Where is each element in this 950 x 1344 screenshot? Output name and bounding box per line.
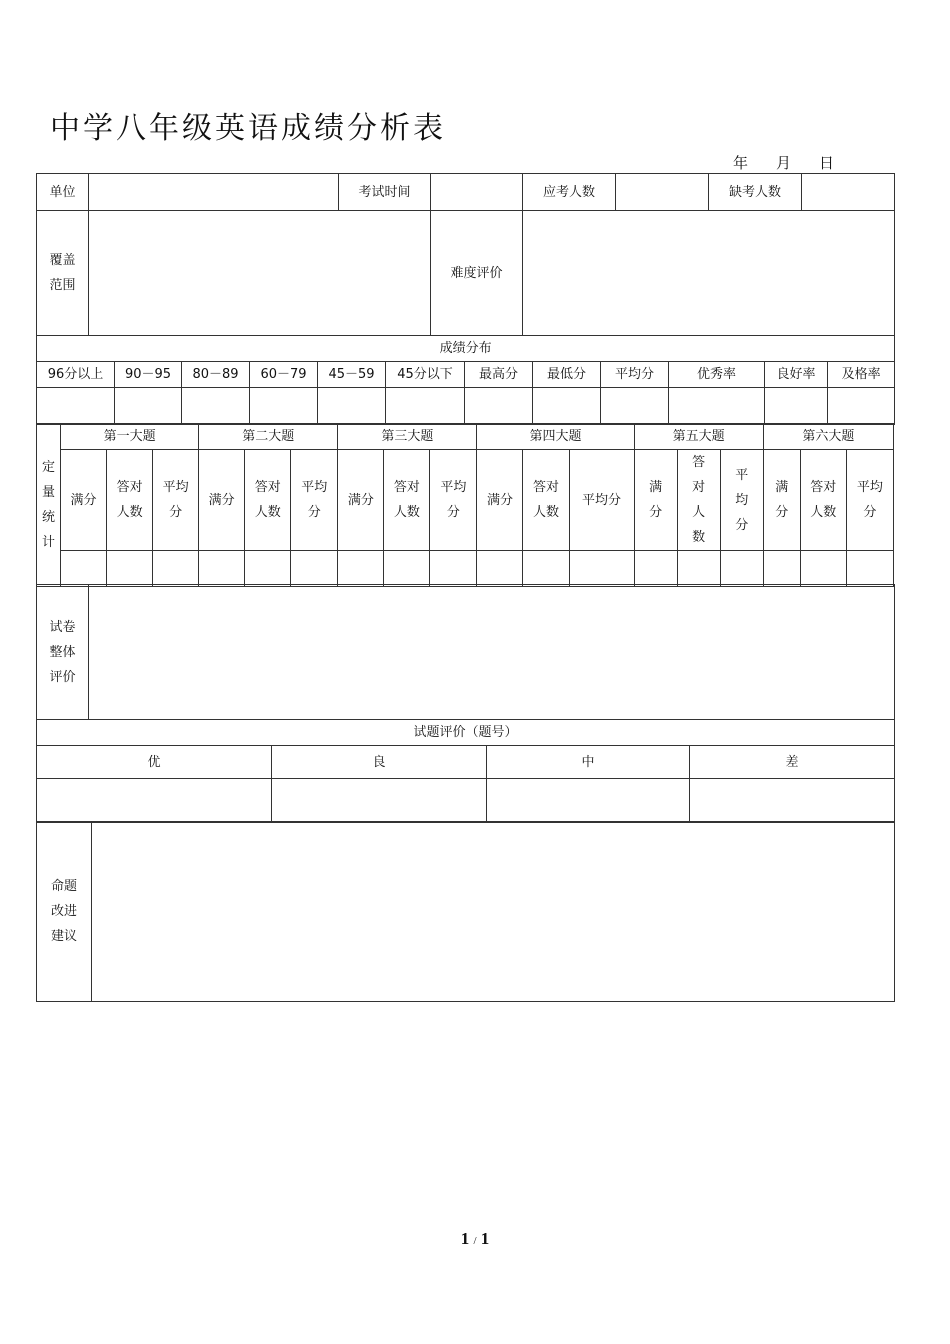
dist-col-excellent-rate: 优秀率 <box>669 362 765 388</box>
s2-average: 平均 分 <box>291 450 338 551</box>
quant-cell[interactable] <box>291 551 338 587</box>
quant-cell[interactable] <box>569 551 634 587</box>
grade-poor-input[interactable] <box>690 779 895 823</box>
coverage-input[interactable] <box>89 211 431 336</box>
quant-cell[interactable] <box>61 551 107 587</box>
s4-average: 平均分 <box>569 450 634 551</box>
section-4-header: 第四大题 <box>477 424 634 450</box>
s2-full-score: 满分 <box>199 450 245 551</box>
dist-cell[interactable] <box>465 388 533 425</box>
overall-input[interactable] <box>89 585 895 720</box>
s5-full-score: 满 分 <box>634 450 677 551</box>
dist-cell[interactable] <box>182 388 250 425</box>
dist-col-96-plus: 96分以上 <box>37 362 115 388</box>
date-year: 年 <box>733 154 749 172</box>
page-title: 中学八年级英语成绩分析表 <box>50 111 446 146</box>
s3-average: 平均 分 <box>430 450 477 551</box>
overall-table <box>36 584 895 720</box>
grade-excellent-input[interactable] <box>37 779 272 823</box>
section-3-header: 第三大题 <box>338 424 477 450</box>
dist-cell[interactable] <box>318 388 386 425</box>
s4-correct-count: 答对 人数 <box>523 450 569 551</box>
dist-col-45-59: 45－59 <box>318 362 386 388</box>
quant-cell[interactable] <box>846 551 893 587</box>
s1-full-score: 满分 <box>61 450 107 551</box>
dist-col-90-95: 90－95 <box>115 362 182 388</box>
difficulty-input[interactable] <box>523 211 895 336</box>
quant-cell[interactable] <box>153 551 199 587</box>
absent-count-label: 缺考人数 <box>709 174 802 211</box>
quant-cell[interactable] <box>800 551 846 587</box>
suggest-label: 命题 改进 建议 <box>37 822 92 1002</box>
unit-label: 单位 <box>37 174 89 211</box>
unit-input[interactable] <box>89 174 339 211</box>
s3-correct-count: 答对 人数 <box>384 450 430 551</box>
quant-cell[interactable] <box>477 551 523 587</box>
dist-col-avg: 平均分 <box>601 362 669 388</box>
difficulty-label: 难度评价 <box>431 211 523 336</box>
dist-cell[interactable] <box>669 388 765 425</box>
grade-good-input[interactable] <box>272 779 487 823</box>
absent-count-input[interactable] <box>802 174 895 211</box>
overall-label: 试卷 整体 评价 <box>37 585 89 720</box>
dist-col-80-89: 80－89 <box>182 362 250 388</box>
quant-cell[interactable] <box>677 551 720 587</box>
s4-full-score: 满分 <box>477 450 523 551</box>
quant-cell[interactable] <box>245 551 291 587</box>
date-day: 日 <box>819 154 835 172</box>
dist-cell[interactable] <box>37 388 115 425</box>
dist-cell[interactable] <box>533 388 601 425</box>
dist-col-pass-rate: 及格率 <box>828 362 895 388</box>
quant-cell[interactable] <box>107 551 153 587</box>
quant-cell[interactable] <box>199 551 245 587</box>
quant-cell[interactable] <box>384 551 430 587</box>
s5-average: 平 均 分 <box>720 450 763 551</box>
grade-excellent: 优 <box>37 746 272 779</box>
grade-poor: 差 <box>690 746 895 779</box>
dist-col-below-45: 45分以下 <box>386 362 465 388</box>
s6-full-score: 满 分 <box>763 450 800 551</box>
expected-count-label: 应考人数 <box>523 174 616 211</box>
exam-time-label: 考试时间 <box>339 174 431 211</box>
dist-col-min: 最低分 <box>533 362 601 388</box>
grade-good: 良 <box>272 746 487 779</box>
s3-full-score: 满分 <box>338 450 384 551</box>
s1-correct-count: 答对 人数 <box>107 450 153 551</box>
item-eval-table <box>36 719 895 823</box>
quant-cell[interactable] <box>763 551 800 587</box>
s6-average: 平均 分 <box>846 450 893 551</box>
quant-cell[interactable] <box>634 551 677 587</box>
distribution-title: 成绩分布 <box>37 336 895 362</box>
section-2-header: 第二大题 <box>199 424 338 450</box>
distribution-table <box>36 335 895 425</box>
section-5-header: 第五大题 <box>634 424 763 450</box>
grade-fair: 中 <box>487 746 690 779</box>
quant-table <box>36 423 894 587</box>
dist-col-max: 最高分 <box>465 362 533 388</box>
dist-cell[interactable] <box>601 388 669 425</box>
dist-cell[interactable] <box>250 388 318 425</box>
dist-cell[interactable] <box>115 388 182 425</box>
dist-cell[interactable] <box>386 388 465 425</box>
date-month: 月 <box>776 154 792 172</box>
expected-count-input[interactable] <box>616 174 709 211</box>
section-6-header: 第六大题 <box>763 424 893 450</box>
quant-cell[interactable] <box>338 551 384 587</box>
dist-col-60-79: 60－79 <box>250 362 318 388</box>
item-eval-title: 试题评价（题号） <box>37 720 895 746</box>
coverage-label: 覆盖 范围 <box>37 211 89 336</box>
date-line <box>733 152 834 173</box>
dist-cell[interactable] <box>765 388 828 425</box>
dist-col-good-rate: 良好率 <box>765 362 828 388</box>
s6-correct-count: 答对 人数 <box>800 450 846 551</box>
s1-average: 平均 分 <box>153 450 199 551</box>
quant-cell[interactable] <box>523 551 569 587</box>
s5-correct-count: 答 对 人 数 <box>677 450 720 551</box>
quant-cell[interactable] <box>430 551 477 587</box>
quant-cell[interactable] <box>720 551 763 587</box>
grade-fair-input[interactable] <box>487 779 690 823</box>
suggest-table <box>36 821 895 1002</box>
section-1-header: 第一大题 <box>61 424 199 450</box>
quant-label: 定 量 统 计 <box>37 424 61 587</box>
page-number: 1 / 1 <box>460 1229 490 1248</box>
dist-cell[interactable] <box>828 388 895 425</box>
exam-time-input[interactable] <box>431 174 523 211</box>
header-table <box>36 173 895 336</box>
s2-correct-count: 答对 人数 <box>245 450 291 551</box>
suggest-input[interactable] <box>92 822 895 1002</box>
